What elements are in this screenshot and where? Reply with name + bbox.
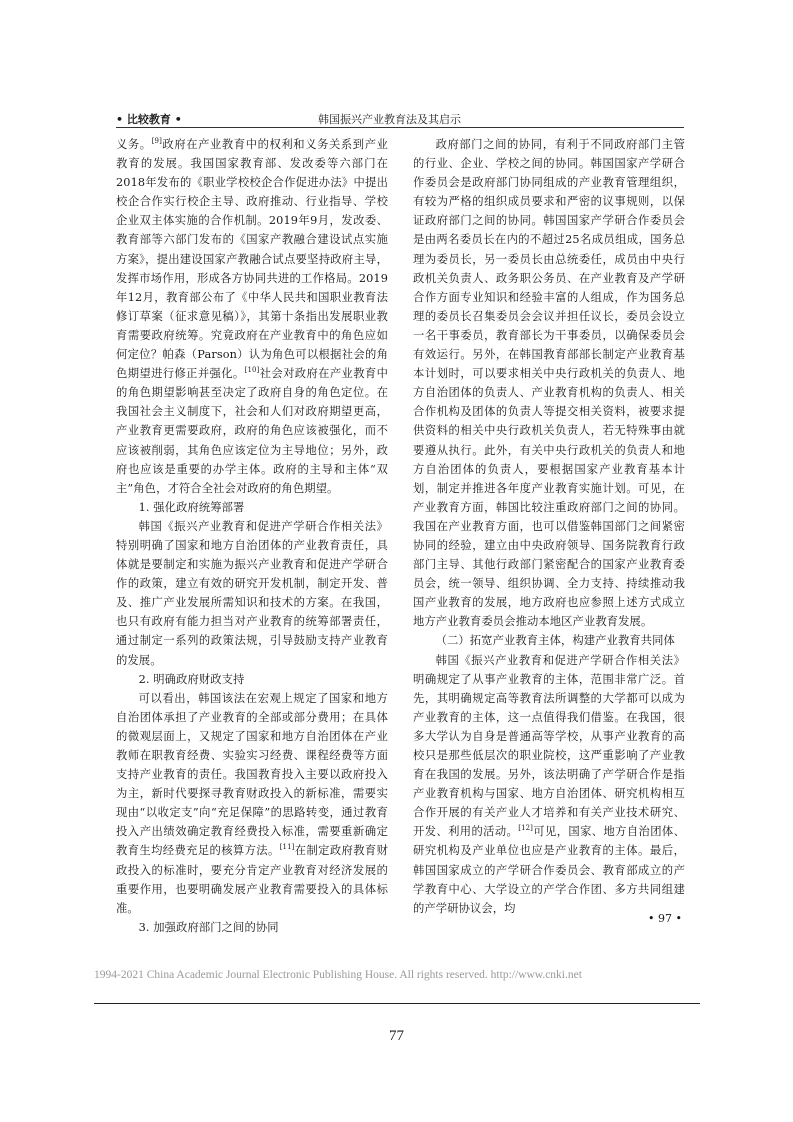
page-number: 77 (389, 1028, 404, 1044)
article-running-title: 韩国振兴产业教育法及其启示 (318, 113, 461, 126)
section-heading-education-subjects: （二）拓宽产业教育主体，构建产业教育共同体 (435, 634, 675, 648)
section-heading-3: 3. 加强政府部门之间的协同 (138, 920, 279, 934)
left-text-column (116, 135, 388, 937)
header-divider (116, 127, 684, 128)
paragraph-education-subjects: 韩国《振兴产业教育和促进产学研合作相关法》明确规定了从事产业教育的主体，范围非常广泛。首先，其明确规定高等教育法所调整的大学都可以成为产业教育的主体，这一点值得我们借鉴。在我国，很多大学认为自身是普通高等学校，从事产业教育的高校只是那些低层次的职业院校，这严重影响了产业教育在我国的发展。另外，该法明确了产学研合作是指产业教育机构与国家、地方自治团体、研究机构相互合作开展的有关产业人才培养和有关产业技术研究、开发、利用的活动。[12]可见，国家、地方自治团体、研究机构及产业单位也应是产业教育的主体。最后，韩国国家成立的产学研合作委员会、教育部成立的产学教育中心、大学设立的产学合作团、多方共同组建的产学研协议会，均 (413, 653, 685, 915)
section-heading-1: 1. 强化政府统筹部署 (138, 500, 245, 514)
journal-section-label: • 比较教育 • (116, 113, 182, 126)
copyright-notice: 1994-2021 China Academic Journal Electronic Publishing House. All rights reserved. http://www.cnki.net (94, 969, 582, 981)
footer-divider (94, 1003, 700, 1004)
paragraph-overall-planning: 韩国《振兴产业教育和促进产学研合作相关法》特别明确了国家和地方自治团体的产业教育责任，具体就是要制定和实施为振兴产业教育和促进产学研合作的政策，建立有效的研究开发机制，制定开发、普及、推广产业发展所需知识和技术的方案。在我国，也只有政府有能力担当对产业教育的统筹部署责任，通过制定一系列的政策法规，引导鼓励支持产业教育的发展。 (116, 519, 388, 667)
right-text-column (413, 135, 685, 918)
section-heading-2: 2. 明确政府财政支持 (138, 672, 245, 686)
paragraph-financial-support: 可以看出，韩国该法在宏观上规定了国家和地方自治团体承担了产业教育的全部或部分费用；在具体的微观层面上，又规定了国家和地方自治团体在产业教师在职教育经费、实验实习经费、课程经费等方面支持产业教育的责任。我国教育投入主要以政府投入为主，新时代要探寻教育财政投入的新标准，需要实现由“以收定支”向“充足保障”的思路转变，通过教育投入产出绩效确定教育经费投入标准，需要重新确定教育生均经费充足的核算方法。[11]在制定政府教育财政投入的标准时，要充分肯定产业教育对经济发展的重要作用，也要明确发展产业教育需要投入的具体标准。 (116, 691, 388, 915)
paragraph-department-coordination: 政府部门之间的协同，有利于不同政府部门主管的行业、企业、学校之间的协同。韩国国家产学研合作委员会是政府部门协同组成的产业教育管理组织，有较为严格的组织成员要求和严密的议事规则，以保证政府部门之间的协同。韩国国家产学研合作委员会是由两名委员长在内的不超过25名成员组成，国务总理为委员长，另一委员长由总统委任，成员由中央行政机关负责人、政务职公务员、在产业教育及产学研合作方面专业知识和经验丰富的人组成，作为国务总理的委员长召集委员会会议并担任议长，委员会设立一名干事委员，教育部长为干事委员，以确保委员会有效运行。另外，在韩国教育部部长制定产业教育基本计划时，可以要求相关中央行政机关的负责人、地方自治团体的负责人、产业教育机构的负责人、相关合作机构及团体的负责人等提交相关资料，被要求提供资料的相关中央行政机关负责人，若无特殊事由就要遵从执行。此外，有关中央行政机关的负责人和地方自治团体的负责人，要根据国家产业教育基本计划，制定并推进各年度产业教育实施计划。可见，在产业教育方面，韩国比较注重政府部门之间的协同。我国在产业教育方面，也可以借鉴韩国部门之间紧密协同的经验，建立由中央政府领导、国务院教育行政部门主导、其他行政部门紧密配合的国家产业教育委员会，统一领导、组织协调、全力支持、持续推动我国产业教育的发展，地方政府也应参照上述方式成立地方产业教育委员会推动本地区产业教育发展。 (413, 138, 685, 629)
journal-page-number: • 97 • (648, 912, 682, 925)
paragraph-role-of-government: 义务。[9]政府在产业教育中的权利和义务关系到产业教育的发展。我国国家教育部、发改委等六部门在2018年发布的《职业学校校企合作促进办法》中提出校企合作实行校企主导、政府推动、行业指导、学校企业双主体实施的合作机制。2019年9月，发改委、教育部等六部门发布的《国家产教融合建设试点实施方案》，提出建设国家产教融合试点要坚持政府主导，发挥市场作用，形成各方协同共进的工作格局。2019年12月，教育部公布了《中华人民共和国职业教育法修订草案（征求意见稿）》，其第十条指出发展职业教育需要政府统筹。究竟政府在产业教育中的角色应如何定位？帕森（Parson）认为角色可以根据社会的角色期望进行修正并强化。[10]社会对政府在产业教育中的角色期望影响甚至决定了政府自身的角色定位。在我国社会主义制度下，社会和人们对政府期望更高，产业教育更需要政府，政府的角色应该被强化，而不应该被削弱，其角色应该定位为主导地位；另外，政府也应该是重要的办学主体。政府的主导和主体“双主”角色，才符合全社会对政府的角色期望。 (116, 137, 388, 495)
